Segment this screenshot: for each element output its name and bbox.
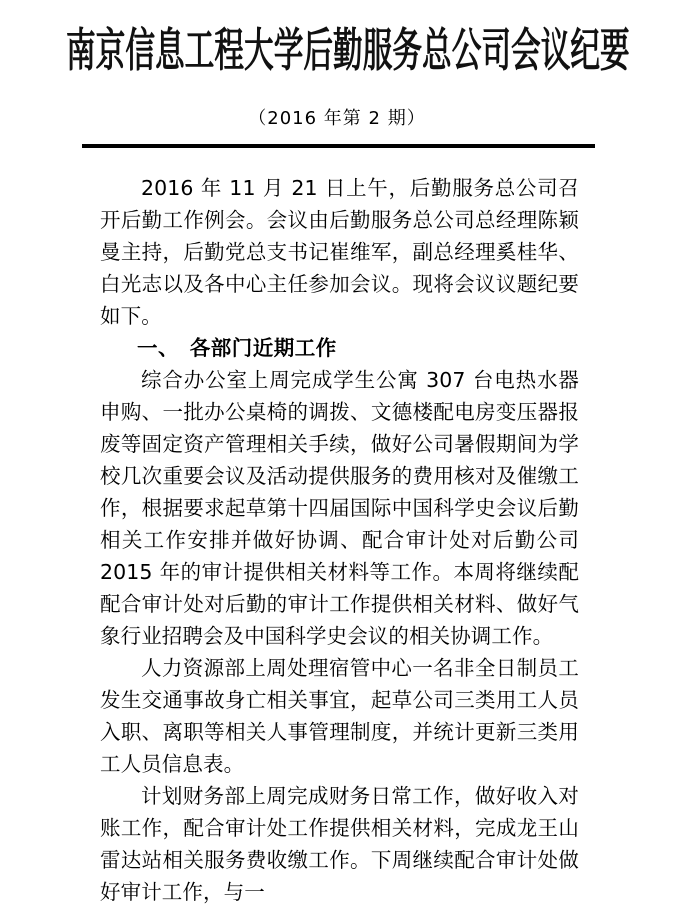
- paragraph-general-office: 综合办公室上周完成学生公寓 307 台电热水器申购、一批办公桌椅的调拨、文德楼配电房变压器报废等固定资产管理相关手续，做好公司暑假期间为学校几次重要会议及活动提供服务的费用核对及催缴工作，根据要求起草第十四届国际中国科学史会议后勤相关工作安排并做好协调、配合审计处对后勤公司 2015 年的审计提供相关材料等工作。本周将继续配配合审计处对后勤的审计工作提供相关材料、做好气象行业招聘会及中国科学史会议的相关协调工作。: [100, 368, 579, 648]
- masthead-divider-rule: [82, 144, 595, 148]
- paragraph-meeting-intro: 2016 年 11 月 21 日上午，后勤服务总公司召开后勤工作例会。会议由后勤服务总公司总经理陈颖曼主持，后勤党总支书记崔维军，副总经理奚桂华、白光志以及各中心主任参加会议。现将会议议题纪要如下。: [100, 176, 579, 328]
- paragraph-planning-finance: 计划财务部上周完成财务日常工作，做好收入对账工作，配合审计处工作提供相关材料，完成龙王山雷达站相关服务费收缴工作。下周继续配合审计处做好审计工作，与一: [100, 784, 579, 904]
- document-body: [100, 172, 579, 908]
- section-heading-department-work: 一、 各部门近期工作: [137, 336, 337, 360]
- paragraph-human-resources: 人力资源部上周处理宿管中心一名非全日制员工发生交通事故身亡相关事宜，起草公司三类用工人员入职、离职等相关人事管理制度，并统计更新三类用工人员信息表。: [100, 656, 579, 776]
- document-title: 南京信息工程大学后勤服务总公司会议纪要: [66, 23, 630, 77]
- document-issue-subtitle: （2016 年第 2 期）: [248, 108, 426, 129]
